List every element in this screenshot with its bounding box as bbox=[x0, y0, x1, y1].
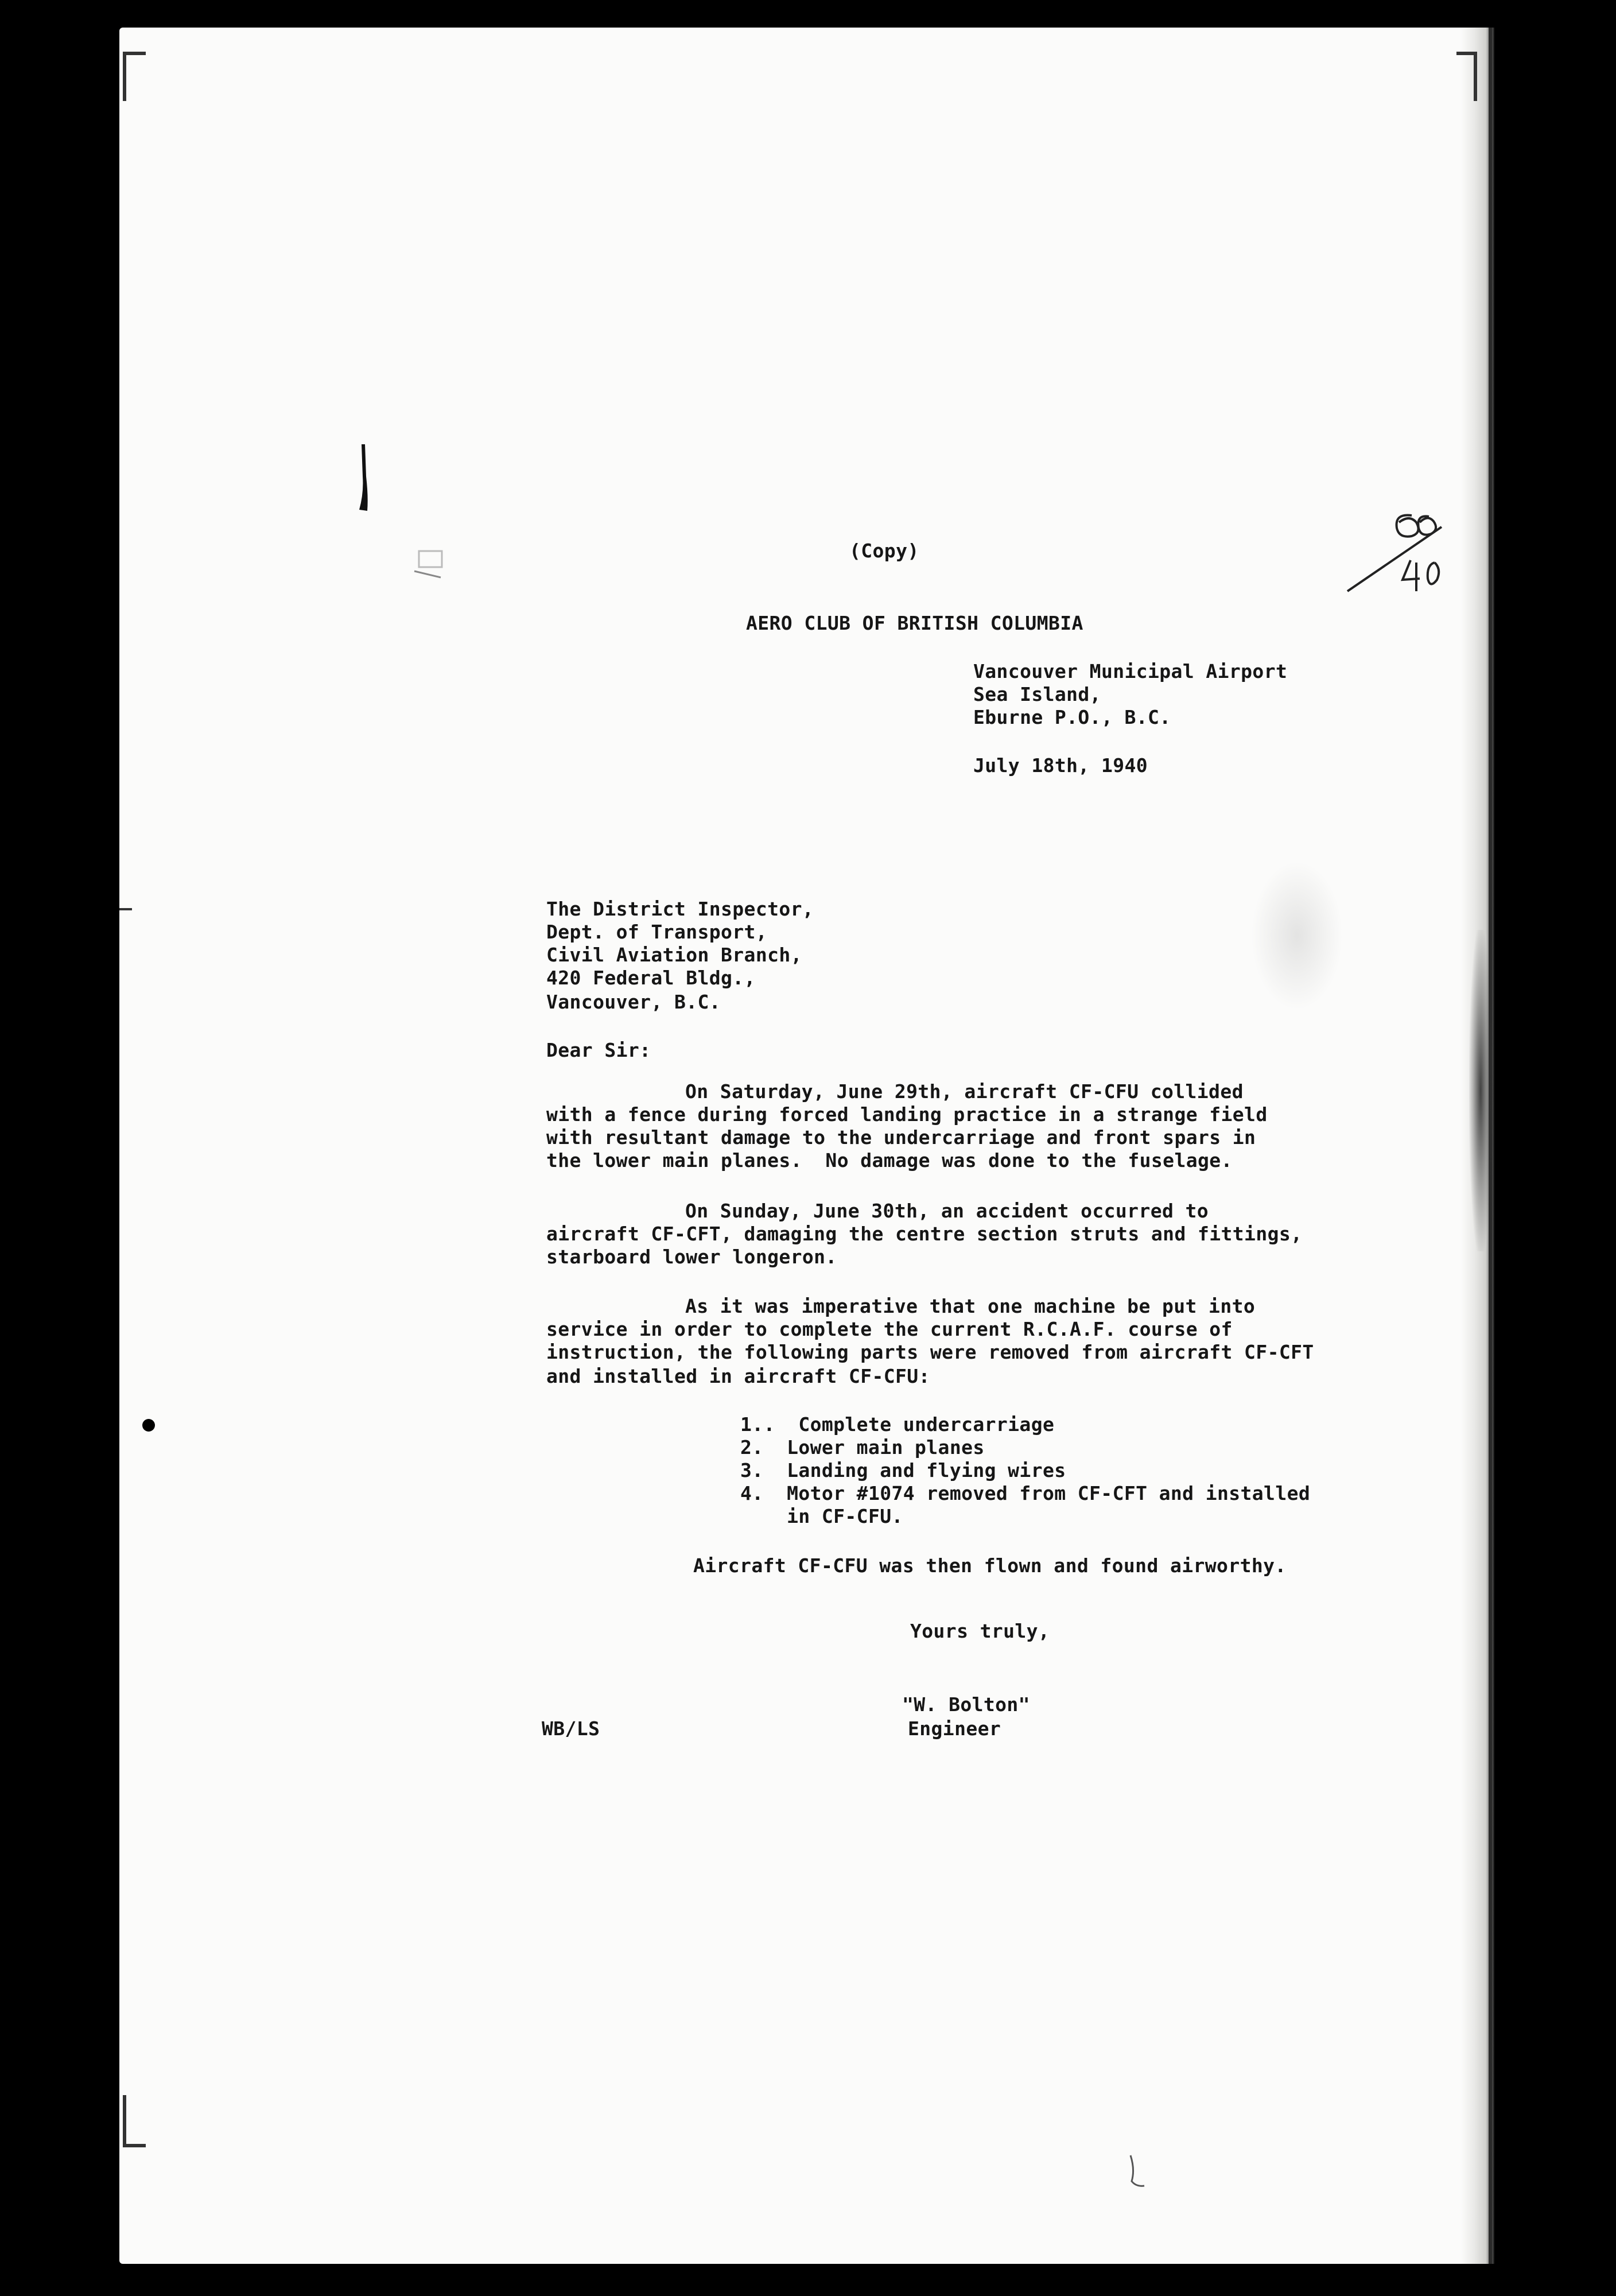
sender-address-line: Vancouver Municipal Airport bbox=[973, 660, 1288, 682]
crop-mark-top-right bbox=[1456, 52, 1477, 101]
parts-list-item: 1.. Complete undercarriage bbox=[740, 1413, 1055, 1436]
faint-smudge bbox=[1251, 861, 1343, 1010]
paragraph-2-line: On Sunday, June 30th, an accident occurred to bbox=[685, 1200, 1209, 1222]
paragraph-3-line: instruction, the following parts were removed from aircraft CF-CFT bbox=[546, 1341, 1314, 1363]
paragraph-1-line: with resultant damage to the undercarriage and front spars in bbox=[546, 1126, 1256, 1149]
closing-statement: Aircraft CF-CFU was then flown and found airworthy. bbox=[693, 1554, 1287, 1577]
paragraph-2-line: starboard lower longeron. bbox=[546, 1246, 837, 1268]
handwritten-annotation bbox=[1343, 505, 1446, 603]
punch-hole bbox=[142, 1419, 155, 1432]
signature-name: "W. Bolton" bbox=[902, 1693, 1030, 1716]
sender-address-line: Sea Island, bbox=[973, 683, 1101, 705]
parts-list-item: 4. Motor #1074 removed from CF-CFT and installed bbox=[740, 1482, 1311, 1504]
paperclip-icon bbox=[351, 442, 374, 517]
paragraph-1-line: On Saturday, June 29th, aircraft CF-CFU collided bbox=[685, 1080, 1244, 1103]
staple-mark-icon bbox=[413, 545, 453, 580]
recipient-line: The District Inspector, bbox=[546, 898, 814, 920]
paragraph-3-line: and installed in aircraft CF-CFU: bbox=[546, 1365, 930, 1387]
bottom-mark-icon bbox=[1119, 2152, 1148, 2193]
salutation: Dear Sir: bbox=[546, 1039, 651, 1061]
parts-list-item: 2. Lower main planes bbox=[740, 1436, 985, 1459]
recipient-line: Dept. of Transport, bbox=[546, 921, 768, 943]
crop-mark-bottom-left bbox=[123, 2095, 146, 2147]
recipient-line: Civil Aviation Branch, bbox=[546, 944, 802, 966]
paragraph-1-line: with a fence during forced landing practice in a strange field bbox=[546, 1103, 1268, 1126]
parts-list-item: 3. Landing and flying wires bbox=[740, 1459, 1066, 1481]
parts-list-item: in CF-CFU. bbox=[740, 1505, 903, 1527]
paragraph-3-line: As it was imperative that one machine be put into bbox=[685, 1295, 1256, 1317]
complimentary-close: Yours truly, bbox=[910, 1620, 1050, 1642]
signature-title: Engineer bbox=[908, 1717, 1001, 1740]
recipient-line: Vancouver, B.C. bbox=[546, 991, 721, 1013]
organization-name: AERO CLUB OF BRITISH COLUMBIA bbox=[746, 612, 1083, 634]
edge-smudge bbox=[1469, 930, 1492, 1251]
crop-mark-top-left bbox=[123, 52, 146, 101]
paragraph-1-line: the lower main planes. No damage was done to the fuselage. bbox=[546, 1149, 1233, 1172]
recipient-line: 420 Federal Bldg., bbox=[546, 967, 756, 989]
sender-address-line: Eburne P.O., B.C. bbox=[973, 706, 1171, 728]
edge-tick bbox=[119, 908, 132, 910]
paragraph-3-line: service in order to complete the current R.C.A.F. course of bbox=[546, 1318, 1233, 1340]
reference-initials: WB/LS bbox=[542, 1717, 600, 1740]
copy-mark: (Copy) bbox=[849, 540, 919, 562]
letter-date: July 18th, 1940 bbox=[973, 754, 1148, 777]
paragraph-2-line: aircraft CF-CFT, damaging the centre section struts and fittings, bbox=[546, 1223, 1303, 1245]
